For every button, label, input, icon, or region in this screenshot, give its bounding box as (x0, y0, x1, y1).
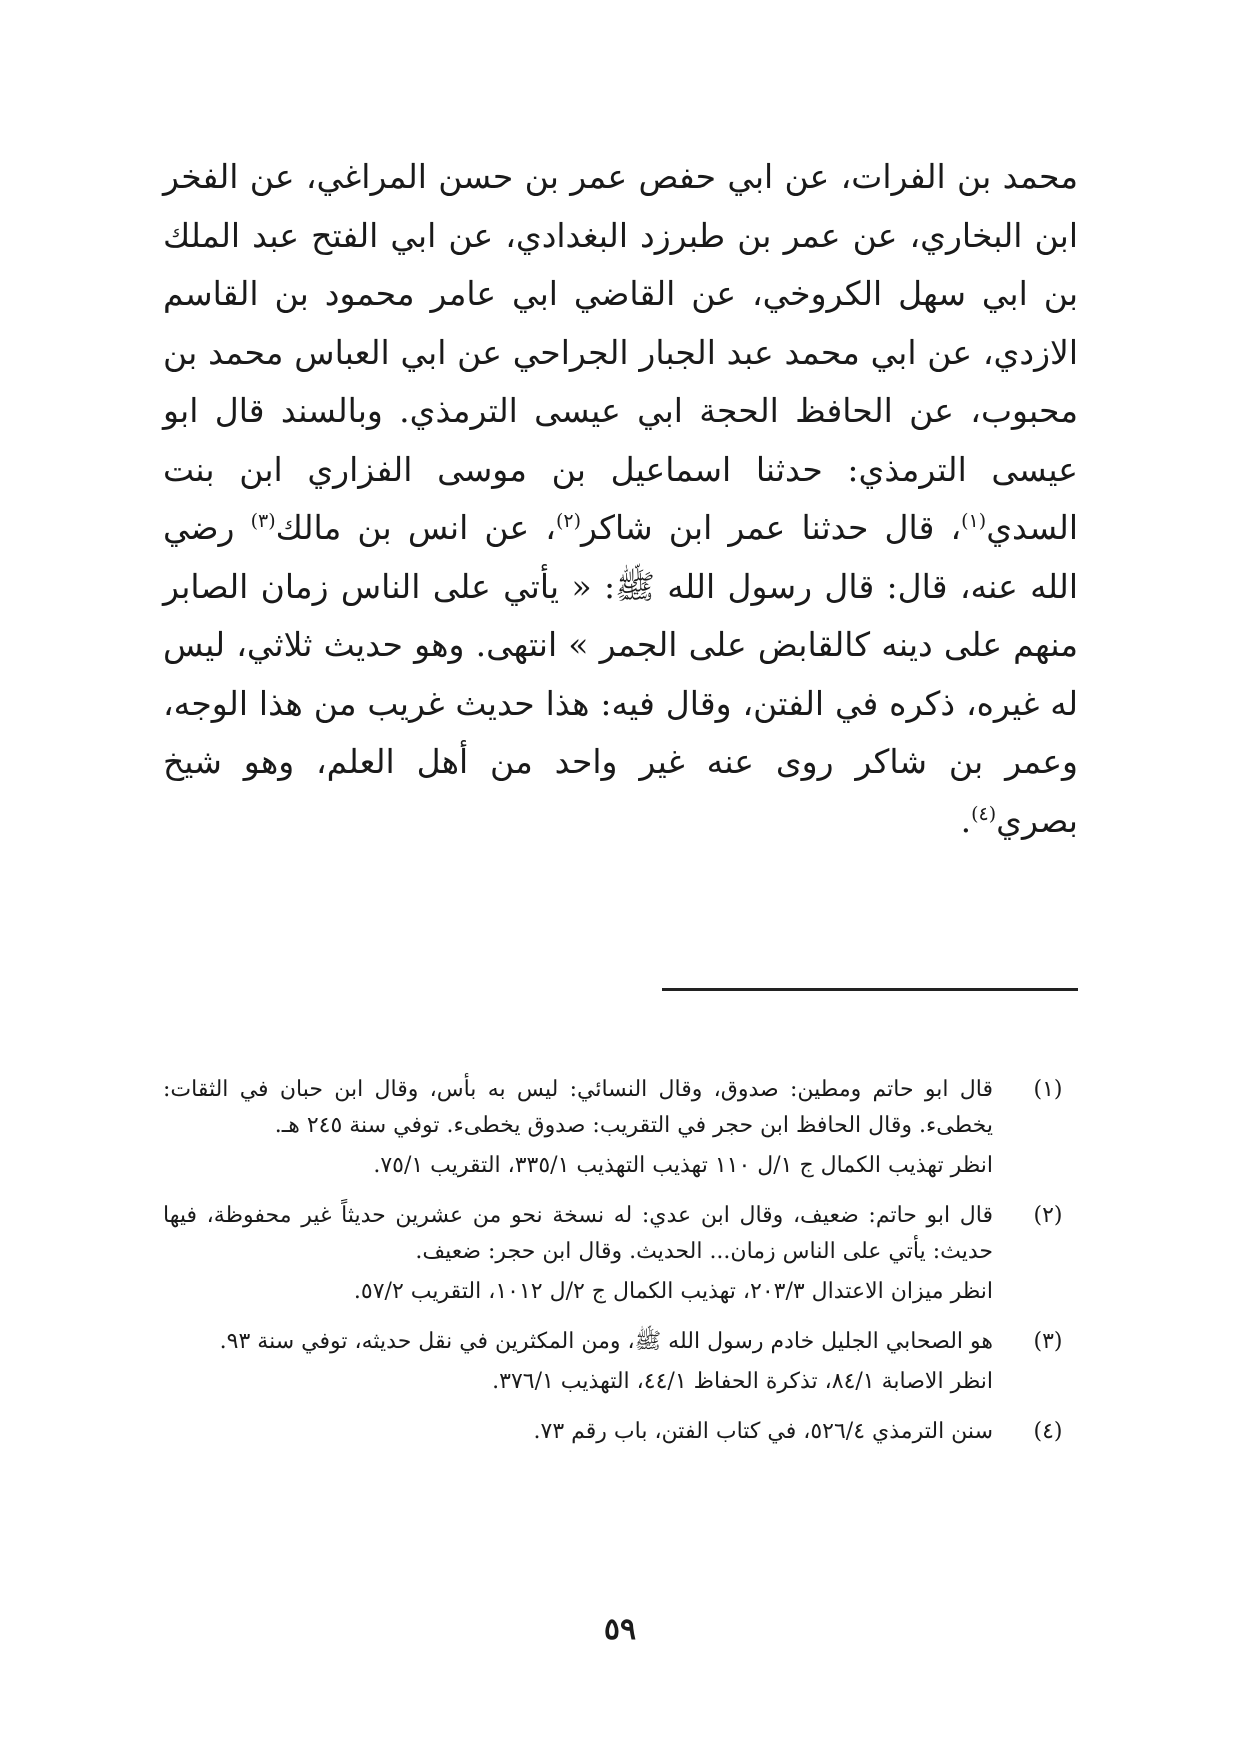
footnote-text: هو الصحابي الجليل خادم رسول الله ﷺ، ومن المكثرين في نقل حديثه، توفي سنة ٩٣. (219, 1329, 993, 1354)
footnote-number: (٢) (1033, 1203, 1063, 1228)
main-paragraph (163, 148, 1078, 850)
footnote-text: سنن الترمذي ٥٢٦/٤، في كتاب الفتن، باب رقم ٧٣. (533, 1419, 993, 1444)
footnote-number: (٤) (1033, 1419, 1063, 1444)
main-text-end: . (960, 800, 972, 840)
footnote-3 (163, 1324, 1078, 1400)
footnote-reference: انظر ميزان الاعتدال ٢٠٣/٣، تهذيب الكمال ج ٢/ل ١٠١٢، التقريب ٥٧/٢. (353, 1279, 993, 1304)
footnotes-section (163, 1072, 1078, 1464)
footnote-2 (163, 1198, 1078, 1310)
footnote-body (163, 1324, 993, 1400)
main-text-part-2: ، قال حدثنا عمر ابن شاكر (581, 508, 962, 547)
footnote-text: قال ابو حاتم: ضعيف، وقال ابن عدي: له نسخة نحو من عشرين حديثاً غير محفوظة، فيها حديث: يأتي على الناس زمان... الحديث. وقال ابن حجر: ضعيف. (163, 1203, 993, 1264)
footnote-body (163, 1072, 993, 1184)
footnote-1 (163, 1072, 1078, 1184)
footnote-ref-1[interactable]: (١) (961, 510, 987, 532)
footnote-reference: انظر الاصابة ٨٤/١، تذكرة الحفاظ ٤٤/١، التهذيب ٣٧٦/١. (492, 1369, 993, 1394)
main-text-part-4: رضي الله عنه، قال: قال رسول الله ﷺ: « يأتي على الناس زمان الصابر منهم على دينه كالقابض على الجمر » انتهى. وهو حديث ثلاثي، ليس له غيره، ذكره في الفتن، وقال فيه: هذا حديث غريب من هذا الوجه، وعمر بن شاكر روى عنه غير واحد من أهل العلم، وهو شيخ بصري (163, 508, 1078, 840)
main-text-part-1: محمد بن الفرات، عن ابي حفص عمر بن حسن المراغي، عن الفخر ابن البخاري، عن عمر بن طبرزد البغدادي، عن ابي الفتح عبد الملك بن ابي سهل الكروخي، عن القاضي ابي عامر محمود بن القاسم الازدي، عن ابي محمد عبد الجبار الجراحي عن ابي العباس محمد بن محبوب، عن الحافظ الحجة ابي عيسى الترمذي. وبالسند قال ابو عيسى الترمذي: حدثنا اسماعيل بن موسى الفزاري ابن بنت السدي (163, 157, 1079, 547)
footnote-number: (١) (1033, 1077, 1063, 1102)
main-text-block (163, 148, 1078, 850)
footnote-ref-3[interactable]: (٣) (250, 510, 276, 532)
footnote-4 (163, 1414, 1078, 1450)
page-number: ٥٩ (603, 1612, 637, 1647)
footnote-body (163, 1198, 993, 1310)
footnote-reference: انظر تهذيب الكمال ج ١/ل ١١٠ تهذيب التهذيب ٣٣٥/١، التقريب ٧٥/١. (373, 1153, 993, 1178)
footnote-separator (662, 988, 1078, 991)
footnote-body (163, 1414, 993, 1450)
footnote-number: (٣) (1033, 1329, 1063, 1354)
main-text-part-3: ، عن انس بن مالك (275, 508, 556, 547)
footnote-text: قال ابو حاتم ومطين: صدوق، وقال النسائي: ليس به بأس، وقال ابن حبان في الثقات: يخطىء. وقال الحافظ ابن حجر في التقريب: صدوق يخطىء. توفي سنة ٢٤٥ هـ. (163, 1077, 993, 1138)
footnote-ref-4[interactable]: (٤) (971, 802, 997, 825)
footnote-ref-2[interactable]: (٢) (555, 510, 582, 532)
